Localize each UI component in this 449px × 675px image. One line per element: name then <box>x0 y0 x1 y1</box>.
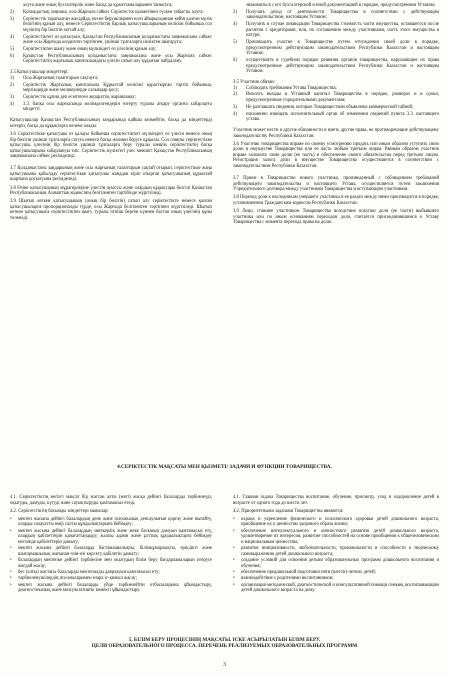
bullet-text: организация методической, диагностической и консультативной помощи семьям, воспитывающим детей дошкольного возраста на дому. <box>241 582 439 594</box>
list-item-text: алуға және оның бухгалтерлік және басқа да құжаттамаларымен танысуға; <box>23 3 173 8</box>
bullet-item <box>233 558 439 569</box>
bullet-icon: • <box>10 582 12 588</box>
bullet-icon: • <box>233 546 235 552</box>
bullet-icon: • <box>10 528 12 534</box>
list-item-text: Серіктестік таратылған жағдайда, несие берушілермен есеп айырысқаннан кейін қалған мүлік бөлігінің құнын алу, немесе Серіктестіктің барлық қатысушыларының келісімі бойынша сол мүліктің бір бөлігін заттай алу; <box>23 16 212 33</box>
paragraph-ru: 3.7 Прием в Товарищество нового участника, произведенный с соблюдением требований действующего законодательства и настоящего Устава, осуществляется путем заключения Учредительного договора между участником Товарищества и вступающим участником. <box>233 176 439 193</box>
paragraph-kz: 3.8 Өзіне қатысушының мұрагерлеріне үлестің ауысуы және олардың құқықтары белгілі Қазақстан Республикасының Азаматтық кодексінің белгіленген тәртібінде жүргізіледі. <box>10 185 212 197</box>
list-item-number: 5) <box>233 40 237 46</box>
bullet-icon: • <box>233 569 235 575</box>
rights-list-kz <box>10 3 212 65</box>
list-item-number: 6) <box>10 53 14 59</box>
bullet-text: балалардың мектепке дейінгі тәрбиесіне мен оқытудың білім беру бағдарламаларын игеруге жағдай жасау; <box>18 558 212 569</box>
list-item-number: 4) <box>10 34 14 40</box>
bullet-text: создание условий для освоения детьми образовательных программ дошкольного воспитания и обучения; <box>241 558 439 569</box>
left-column-bottom <box>10 495 212 595</box>
list-item-text: Серіктестік Жарғылық капиталына Құрылтай келісімі қарастырған тәртіп бойынша, мерзімдерде және мөлшерлерде салымдар қосу; <box>23 82 212 94</box>
list-item <box>10 47 212 53</box>
page-number: 3 <box>223 662 226 668</box>
bullet-text: охрана и укрепление физического и психического здоровья детей дошкольного возраста, приобщение их к ценностям здорового образа жизни; <box>241 516 439 528</box>
list-item-text: 3.3. бапқа осы жарғысында мәлімделгендерін өзгерту туралы атқару органға хабарлауға міндетті. <box>23 101 212 113</box>
bullet-item <box>233 583 439 594</box>
bullet-item <box>10 570 212 576</box>
list-item <box>10 10 212 16</box>
list-item <box>233 112 439 123</box>
bullet-item <box>233 570 439 576</box>
list-item-number: 3) <box>233 104 237 110</box>
list-item-number: 6) <box>233 58 237 64</box>
bullet-item <box>233 546 439 557</box>
bullet-item <box>10 517 212 528</box>
paragraph-kz: 4.2. Серіктестіктің басымды міндеттері мыналар: <box>10 508 109 514</box>
list-item-text: Соблюдать требования Устава Товарищества; <box>246 85 337 91</box>
paragraph-kz: 3.6 Серіктестікке қатысушы өз қалауы бойынша серіктестіктегі мүлкіндегі өз үлесін немесе оның бір бөлігін үшінші тұлғаларға сатуға немесе басқа жолмен беруге құқылы. Сол сияқты серіктестікке қатысушы үлесінің бір бөлігін үшінші тұлғаларға беру туралы шешім серіктестіктің басқа қатысушыларына хабарлануы тиіс. Серіктестік мүліктегі үлес меншігі Қазақстан Республикасының заңнамасына сәйкес ресімделеді. <box>10 131 212 160</box>
list-item-text: Қоғамдастық заңнама, осы Жарғыға сәйкес Серіктестік қызметінен түскен табысты алуға; <box>23 9 204 15</box>
bullet-item <box>10 576 212 582</box>
section-5-title-kz: 5. БІЛІМ БЕРУ ПРОЦЕСІНІҢ МАҚСАТЫ. ІСКЕ АСЫРЫЛАТЫН БІЛІМ БЕРУ. <box>128 637 321 643</box>
list-item-text: Қазақстан Республикасының қолданыстағы заңнамасына және осы Жарғыға сәйкес Серіктестіктің жарғылық капиталындағы үлесін сатып алу құқығын пайдалану. <box>23 53 212 65</box>
paragraph-kz: Қатысушылар Қазақстан Республикасының заңдарында қайшы келмейтін, басқа да міндеттерді көтеріп, басқа да құқықтарға иелене алады. <box>10 118 212 129</box>
tasks-list-ru <box>233 517 439 594</box>
list-item-text: Серіктестік құпия деп есептеген ақпаратты жарияламау; <box>23 95 136 101</box>
list-item-number: 2) <box>233 92 237 98</box>
bullet-icon: • <box>10 516 12 522</box>
list-item-number <box>10 3 23 9</box>
paragraph-ru: 4.1. Главная задача Товарищества воспитание, обучение, присмотр, уход и оздоровление детей в возрасте от одного года до шести лет. <box>233 495 439 506</box>
bullet-text: тәрбиеленушілердің ата-аналарымен өзара іс-қимыл жасау; <box>18 576 137 582</box>
list-item-text: осуществлять в судебном порядке решения органов товарищества, нарушающие их права предусмотренные действующим законодательством Республики Казахстан и настоящим Уставом. <box>246 58 439 75</box>
list-item <box>233 40 439 57</box>
bullet-icon: • <box>233 516 235 522</box>
rights-list-ru <box>233 3 439 75</box>
list-item-number: 5) <box>10 47 14 53</box>
section-5-title-ru: ЦЕЛИ ОБРАЗОВАТЕЛЬНОГО ПРОЦЕССА. ПЕРЕЧЕНЬ РЕАЛИЗУЕМЫХ ОБРАЗОВАТЕЛЬНЫХ ПРОГРАММ <box>91 643 358 650</box>
paragraph-ru: 3.9 Лицо, ставшее участником Товарищества вследствие покупки доли (ее части) выбывшего участника или по иным основаниям переходов доли, считается присоединившимся к Уставу Товарищества с момента перехода права на долю. <box>233 209 439 226</box>
list-item-text: Получить в случае ликвидации Товарищества стоимость части имущества, оставшегося после расчетов с кредиторами, или, по соглашению между участниками, часть этого имущества в натуре; <box>246 22 439 39</box>
list-item <box>233 105 439 111</box>
list-item-text: Получать доход от деятельности Товарищества в соответствии с действующим законодательством, настоящим Уставом; <box>246 9 439 21</box>
list-item-number: 4) <box>233 22 237 28</box>
list-item-number: 1) <box>233 85 237 91</box>
bullet-text: мектеп жасына дейінгі балаларда бастамашылықты, білімқұмарлықты, ерікдікті және шығармашылық жағынан өзін-өзі көрсету қабілетін дамыту; <box>18 546 212 557</box>
bullet-text: мектеп жасына дейінгі балалардың зияткерлік және жеке басының дамуын қамтамасыз ету, олардың қабілеттерін қанағаттандыру, жалпы адами және ұлттық құндылықтарға бейімдеу негізінде қабілеттерін дамыту; <box>18 528 212 545</box>
duties-list-ru <box>233 86 439 123</box>
bullet-item <box>233 517 439 528</box>
list-item-number: 4) <box>233 111 237 117</box>
bullet-text: взаимодействие с родителями воспитанников; <box>241 576 334 582</box>
section-4-title: 4.СЕРІКТЕСТІК МАҚСАТЫ МЕН ҚЫЗМЕТІ/ ЗАДАЧИ И ФУНКЦИИ ТОВАРИЩЕСТВА. <box>117 464 332 470</box>
list-item-number: 2) <box>10 82 14 88</box>
list-item <box>233 3 439 9</box>
paragraph-ru: 4.2. Приоритетными задачами Товарищества являются: <box>233 508 344 514</box>
paragraph-ru: 3.6 Участник товарищества вправе по своему усмотрению продать или иным образом уступить свою долю в имуществе Товарищества или ее часть любым третьим лицам. Равным образом участник вправе заложить свою долю (ее часть) в обеспечение своего обязательства перед третьим лицом. Регистрация залога доли в имуществе Товарищества осуществляется в соответствии с законодательством Республики Казахстан. <box>233 141 439 169</box>
right-column-top <box>233 3 439 228</box>
bullet-item <box>233 576 439 582</box>
paragraph-kz: 3.7 Қолданыстағы заңдарының және осы жарғының талаптарын сақтай отырып, серіктестікке жаңа қатысушыны қабылдау серіктестікке қатысушы жаңадан кіріп отырған қатысушының құрылтай шартына қосылуына ресімделеді. <box>10 166 212 183</box>
list-item-number: 4) <box>10 101 14 107</box>
paragraph-kz: 4.1. Серіктестіктің негізгі мақсат бір жастан алты (жеті) жасқа дейінгі балаларды тәрбиелеуді, оқытуды, дамуды, күтуді және сауықтыруды қамтамасыз етеді. <box>10 495 212 506</box>
bullet-item <box>10 583 212 594</box>
list-item <box>10 54 212 65</box>
list-item-text: письменно извещать исполнительный орган об изменении сведений пункта 3.3. настоящего устава. <box>246 111 439 123</box>
bullet-icon: • <box>10 546 12 552</box>
list-item-text: знакомиться с его бухгалтерской и иной документацией в порядке, предусмотренном Уставом; <box>246 3 436 8</box>
bullet-icon: • <box>233 576 235 582</box>
list-item <box>10 83 212 94</box>
bullet-item <box>10 529 212 546</box>
duties-heading-ru: 3.5 Участник обязан: <box>233 80 275 86</box>
bullet-icon: • <box>233 528 235 534</box>
list-item-text: Осы Жарғының талаптарын сақтауға; <box>23 75 99 81</box>
list-item <box>233 58 439 75</box>
list-item <box>10 76 212 82</box>
bullet-text: развитие инициативности, любознательности, произвольности и способности к творческому самовыражению детей дошкольного возраста; <box>241 546 439 557</box>
list-item-text: Производить участие в Товариществе путем отчуждения своей доли в порядке, предусмотренном действующим законодательством Республики Казахстан и настоящим Уставом; <box>246 40 439 57</box>
bullet-text: мектеп жасына дейінгі балаларды үйде тәрбиелейтін отбасыларына ұйымдастыру, диагностикалық және консультативтік көмекті ұйымдастыру. <box>18 582 212 594</box>
bullet-icon: • <box>233 582 235 588</box>
list-item <box>233 22 439 39</box>
list-item-number <box>233 3 246 9</box>
bullet-text: обеспечение интеллектуального и личностного развития детей дошкольного возраста, удовлетворение их интересов, развитие способностей на основе приобщения к общечеловеческим и национальным ценностям; <box>241 528 439 545</box>
bullet-icon: • <box>233 558 235 564</box>
paragraph-ru: 3.8 Переход доли к наследникам умершего участника и ее раздел между ними производится в порядке, установленном Гражданским кодексом Республики Казахстан. <box>233 195 439 206</box>
bullet-item <box>233 529 439 546</box>
bullet-text: бес (алты) жастағы балаларды мектепалды даярлауын қамтамасыз ету; <box>18 569 160 575</box>
list-item <box>10 35 212 46</box>
list-item <box>233 10 439 21</box>
list-item <box>233 86 439 92</box>
bullet-icon: • <box>10 569 12 575</box>
list-item-text: Серіктестіктегі өз қатысуын, Қазақстан Республикасының қолданыстағы заңнамасына сәйкес және осы Жарғыда көзделген тәртіппен, үшінші тұлғаларға иеліктен шығаруға; <box>23 34 212 46</box>
bullet-text: обеспечение предшкольной подготовки пяти (шести)-летних детей; <box>241 569 376 575</box>
list-item-text: Вносить вклады в Уставный капитал Товарищества в порядке, размерах и в сроки, предусмотренные учредительными документами; <box>246 92 439 103</box>
list-item-text: Не разглашать сведения, которые Товариществом объявлены коммерческой тайной; <box>246 104 414 110</box>
section-5-title <box>10 637 439 649</box>
list-item <box>10 3 212 9</box>
list-item-text: Серіктестіктен шығу және оның мүлкіндегі өз үлесінің құнын алу; <box>23 47 157 53</box>
list-item-number: 1) <box>10 75 14 81</box>
duties-heading-kz: 3.5 Қатысушылар міндеттері: <box>10 70 69 76</box>
list-item <box>10 102 212 113</box>
tasks-list-kz <box>10 517 212 594</box>
right-column-bottom <box>233 495 439 595</box>
list-item-number: 3) <box>10 16 14 22</box>
list-item <box>233 92 439 103</box>
list-item-number: 3) <box>233 9 237 15</box>
list-item-number: 3) <box>10 95 14 101</box>
left-column-top <box>10 3 212 224</box>
bullet-item <box>10 546 212 557</box>
bullet-text: мектеп жасына дейінгі балалардың дене және психикалық денсаулығын қорғау және нығайту, оларды салауатты өмір салты құндылықтарына бейімдеу; <box>18 516 212 528</box>
bullet-icon: • <box>10 558 12 564</box>
duties-list-kz <box>10 76 212 113</box>
bullet-icon: • <box>10 576 12 582</box>
list-item <box>10 95 212 101</box>
paragraph-ru: Участник может нести и другие обязанности и иметь другие права, не противоречащие действующему законодательству Республики Казахстан. <box>233 128 439 139</box>
list-item-number: 2) <box>10 9 14 15</box>
list-item <box>10 17 212 34</box>
bullet-item <box>10 558 212 569</box>
paragraph-kz: 3.9 Шығып кеткен қатысушының (оның бір бөлігін) сатып алу серіктестікте немесе қалған қатысушыларға пропорционалды түрде, осы Жарғыда белгіленген тәртіппен жүргізіледі. Шығып кеткен қатысушыға серіктестіктен шығу туралы өтініш берген күннен бастап оның үлесінің құны төленеді. <box>10 199 212 221</box>
